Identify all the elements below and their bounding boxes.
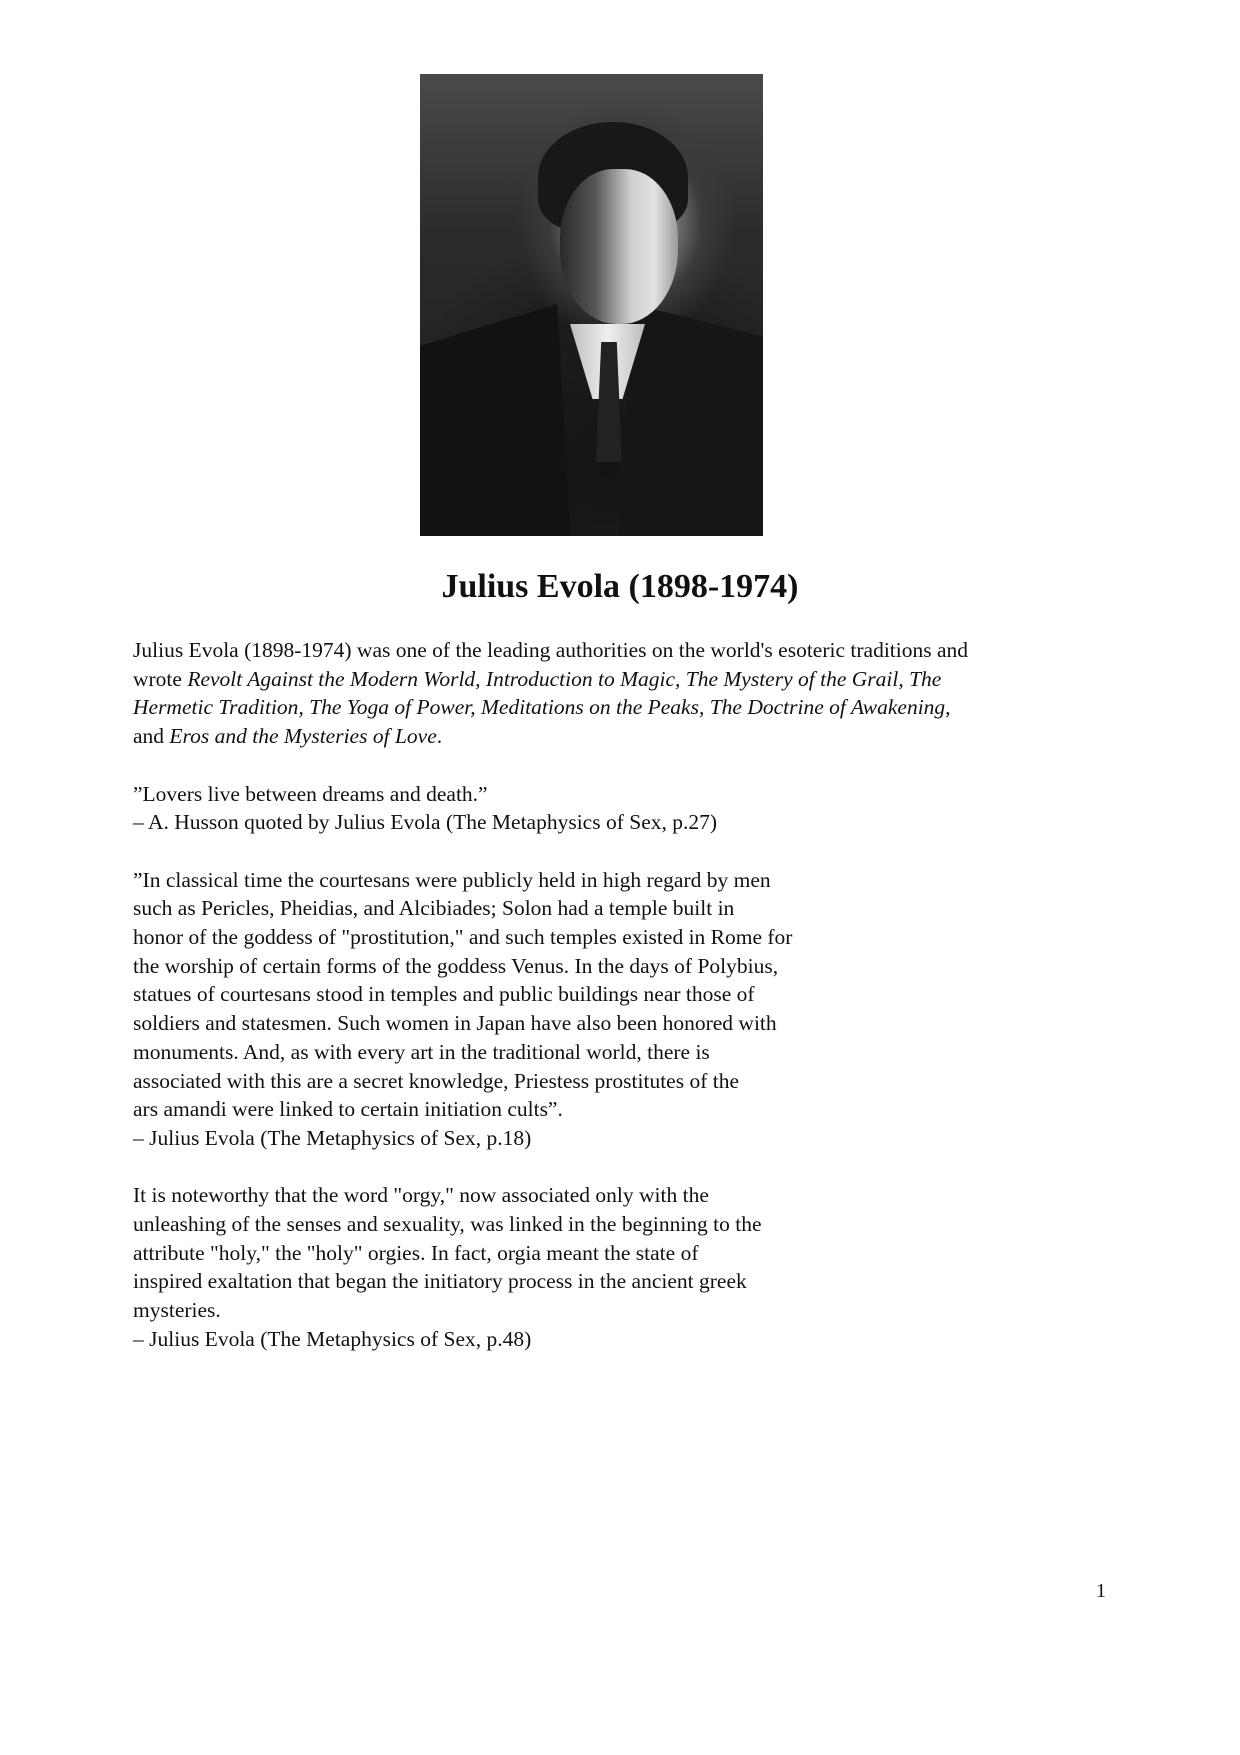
intro-line-2: [133, 665, 1113, 694]
intro-line-1: Julius Evola (1898-1974) was one of the leading authorities on the world's esoteric traditions and: [133, 638, 969, 662]
book-title-italic: Eros and the Mysteries of Love: [169, 724, 437, 749]
intro-line-4-suffix: .: [436, 724, 443, 749]
quote-line: the worship of certain forms of the goddess Venus. In the days of Polybius,: [133, 953, 779, 978]
intro-line-3: [133, 693, 1113, 722]
book-titles-italic: Hermetic Tradition, The Yoga of Power, Meditations on the Peaks, The Doctrine of Awakening,: [133, 695, 951, 720]
intro-line-2-prefix: wrote: [133, 666, 188, 691]
quote-attribution: – Julius Evola (The Metaphysics of Sex, p.48): [133, 1326, 532, 1351]
quote-line: associated with this are a secret knowledge, Priestess prostitutes of the: [133, 1068, 740, 1093]
quote-line: ”In classical time the courtesans were publicly held in high regard by men: [133, 867, 771, 892]
quote-line: attribute "holy," the "holy" orgies. In fact, orgia meant the state of: [133, 1240, 699, 1265]
quote-line: It is noteworthy that the word "orgy," now associated only with the: [133, 1183, 709, 1208]
intro-paragraph: [133, 636, 1113, 751]
page-title: Julius Evola (1898-1974): [441, 568, 799, 605]
page-number: 1: [1096, 1580, 1106, 1602]
quote-line: soldiers and statesmen. Such women in Japan have also been honored with: [133, 1011, 777, 1036]
photo-face: [560, 169, 678, 324]
quote-line: mysteries.: [133, 1298, 221, 1323]
quote-line: such as Pericles, Pheidias, and Alcibiades; Solon had a temple built in: [133, 896, 735, 921]
quote-husson: [133, 780, 1113, 837]
quote-line: unleashing of the senses and sexuality, was linked in the beginning to the: [133, 1212, 762, 1237]
quote-orgy: [133, 1181, 1113, 1353]
document-body: [133, 636, 1113, 1382]
quote-line: honor of the goddess of "prostitution," and such temples existed in Rome for: [133, 925, 793, 949]
quote-attribution: – Julius Evola (The Metaphysics of Sex, p.18): [133, 1125, 532, 1150]
book-titles-italic: Revolt Against the Modern World, Introduction to Magic, The Mystery of the Grail, The: [187, 666, 942, 691]
quote-courtesans: [133, 866, 1113, 1153]
intro-line-4-prefix: and: [133, 724, 170, 749]
quote-line: monuments. And, as with every art in the traditional world, there is: [133, 1039, 710, 1064]
author-portrait-photo: [420, 74, 763, 536]
intro-line-4: [133, 722, 1113, 751]
quote-line: ars amandi were linked to certain initiation cults”.: [133, 1097, 563, 1122]
quote-line: ”Lovers live between dreams and death.”: [133, 781, 488, 806]
quote-line: statues of courtesans stood in temples and public buildings near those of: [133, 982, 755, 1007]
quote-line: inspired exaltation that began the initiatory process in the ancient greek: [133, 1269, 747, 1294]
quote-attribution: – A. Husson quoted by Julius Evola (The Metaphysics of Sex, p.27): [133, 810, 718, 835]
